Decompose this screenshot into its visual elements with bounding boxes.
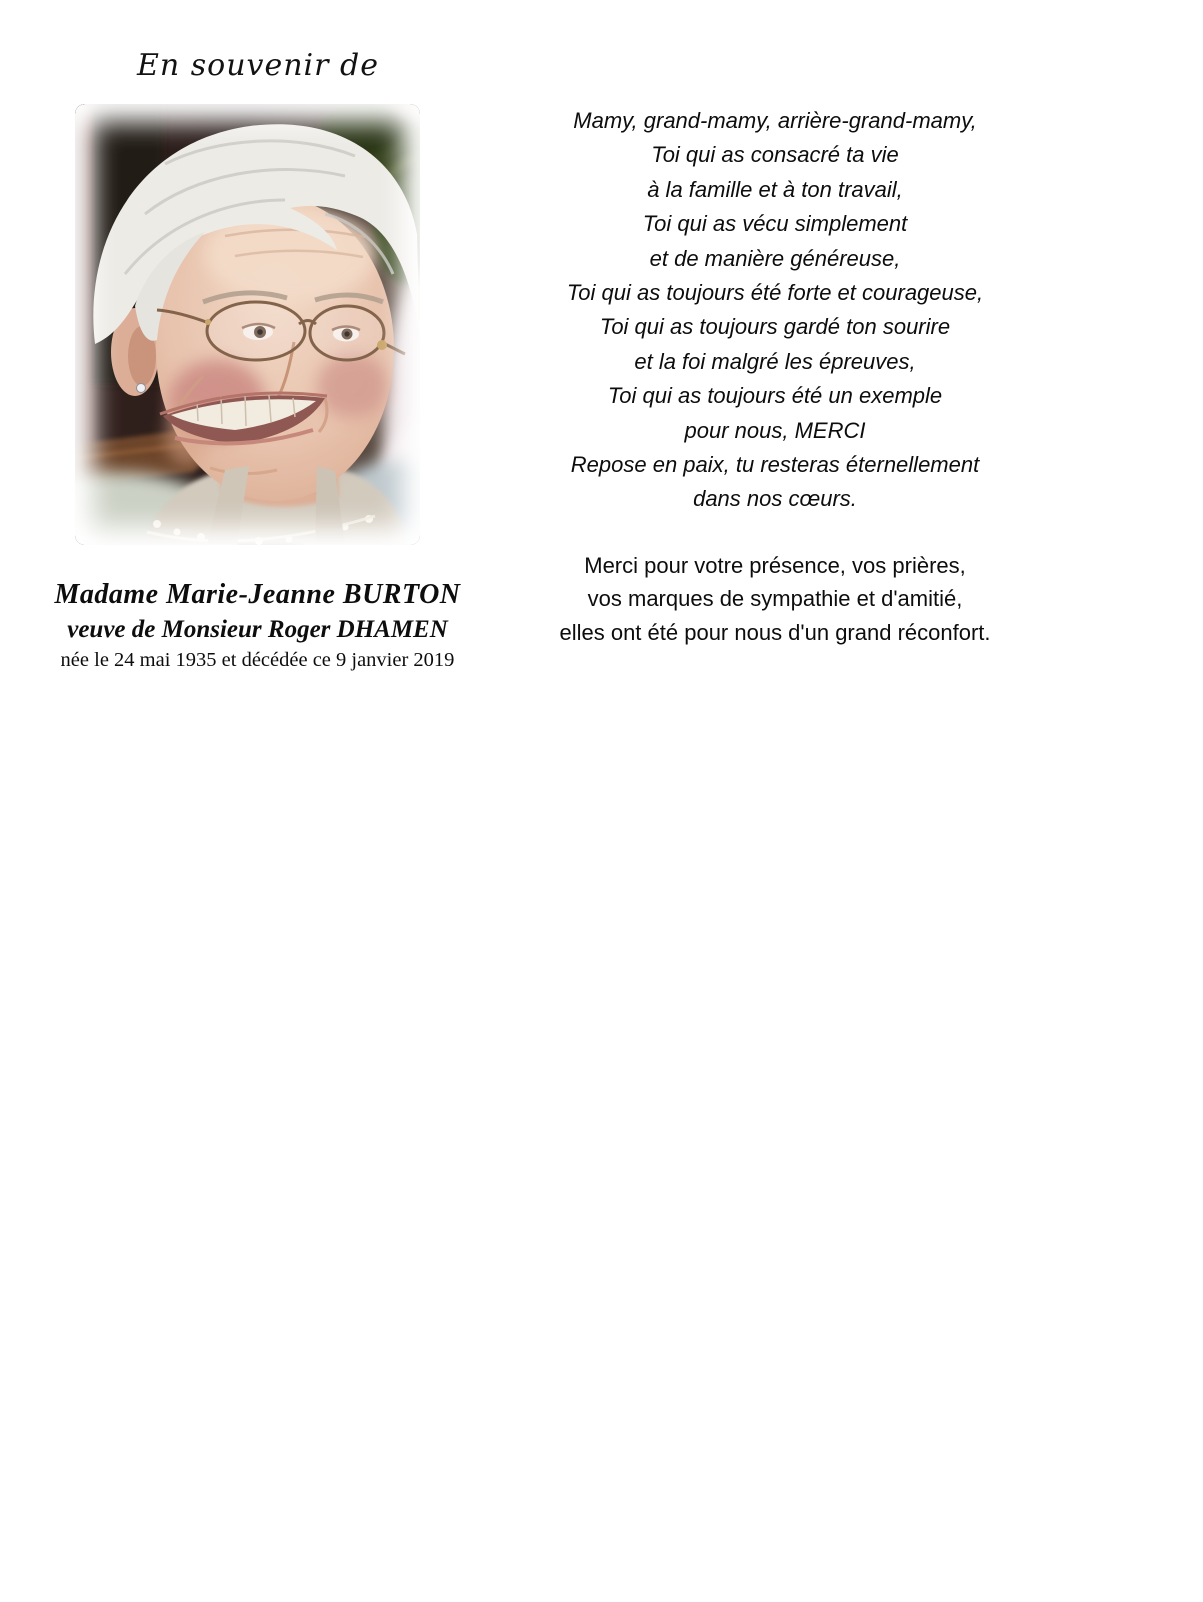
poem-line: Toi qui as toujours été forte et courageuse, <box>566 280 984 306</box>
thanks-line: elles ont été pour nous d'un grand réconfort. <box>559 619 991 645</box>
poem-line: Toi qui as toujours gardé ton sourire <box>599 314 951 340</box>
poem-line: et la foi malgré les épreuves, <box>634 348 916 374</box>
right-column <box>520 104 1030 649</box>
poem-line: pour nous, MERCI <box>684 417 866 443</box>
thanks-line: vos marques de sympathie et d'amitié, <box>587 586 963 612</box>
poem-line: à la famille et à ton travail, <box>647 176 903 202</box>
deceased-name: Madame Marie-Jeanne BURTON <box>54 579 461 610</box>
thanks-message <box>520 549 1030 650</box>
poem-line: Mamy, grand-mamy, arrière-grand-mamy, <box>573 108 977 133</box>
deceased-relation: veuve de Monsieur Roger DHAMEN <box>67 616 448 643</box>
memorial-poem <box>520 104 1030 517</box>
portrait-photo <box>75 104 420 545</box>
poem-line: Toi qui as consacré ta vie <box>651 142 899 168</box>
thanks-line: Merci pour votre présence, vos prières, <box>584 552 966 578</box>
deceased-info <box>25 577 490 674</box>
deceased-dates: née le 24 mai 1935 et décédée ce 9 janvier 2019 <box>60 649 455 671</box>
poem-line: dans nos cœurs. <box>693 486 857 512</box>
poem-line: Toi qui as vécu simplement <box>642 211 908 237</box>
page-title: En souvenir de <box>137 48 379 83</box>
poem-line: Repose en paix, tu resteras éternellement <box>570 452 980 478</box>
poem-line: et de manière généreuse, <box>649 245 901 271</box>
poem-line: Toi qui as toujours été un exemple <box>607 383 943 409</box>
portrait-illustration <box>75 104 420 545</box>
